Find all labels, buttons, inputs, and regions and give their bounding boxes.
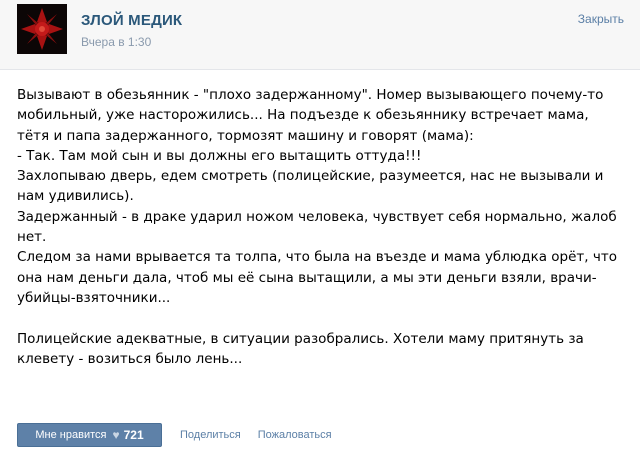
- post-text-line: Полицейские адекватные, в ситуации разобрались. Хотели маму притянуть за: [17, 330, 584, 347]
- close-button[interactable]: Закрыть: [577, 12, 624, 26]
- post-text-line: клевету - возиться было лень...: [17, 350, 243, 367]
- post-text-line: [17, 308, 622, 328]
- post-text-line: нам удивились).: [17, 188, 134, 205]
- post-time[interactable]: Вчера в 1:30: [81, 35, 152, 49]
- heart-icon: ♥: [112, 428, 120, 442]
- like-label: Мне нравится: [35, 429, 107, 441]
- post-text-line: она нам деньги дала, чтоб мы её сына вытащили, а мы эти деньги взяли, врачи-: [17, 269, 597, 286]
- report-link[interactable]: Пожаловаться: [257, 429, 332, 441]
- avatar[interactable]: [17, 4, 67, 54]
- post-text-line: - Так. Там мой сын и вы должны его вытащить оттуда!!!: [17, 147, 422, 164]
- red-cross-emblem-icon: [17, 4, 67, 54]
- post-text-line: мобильный, уже насторожились... На подъезде к обезьяннику встречает мама,: [17, 107, 589, 124]
- post-text-line: Вызывают в обезьянник - "плохо задержанному". Номер вызывающего почему-то: [17, 87, 604, 103]
- post-text-line: тётя и папа задержанного, тормозят машину и говорят (мама):: [17, 127, 474, 144]
- post-author[interactable]: ЗЛОЙ МЕДИК: [81, 12, 183, 29]
- post-text-line: нет.: [17, 229, 47, 246]
- like-count: 721: [123, 428, 144, 442]
- post-text-line: Задержанный - в драке ударил ножом человека, чувствует себя нормально, жалоб: [17, 208, 617, 225]
- post-header: [0, 0, 640, 70]
- share-link[interactable]: Поделиться: [180, 429, 241, 441]
- post-text-line: убийцы-взяточники...: [17, 289, 171, 306]
- post-text: [17, 85, 622, 369]
- post-actions: [17, 423, 332, 447]
- post-text-line: Захлопываю дверь, едем смотреть (полицейские, разумеется, нас не вызывали и: [17, 168, 604, 185]
- post-text-line: Следом за нами врывается та толпа, что была на въезде и мама ублюдка орёт, что: [17, 249, 617, 266]
- like-button[interactable]: [17, 423, 162, 447]
